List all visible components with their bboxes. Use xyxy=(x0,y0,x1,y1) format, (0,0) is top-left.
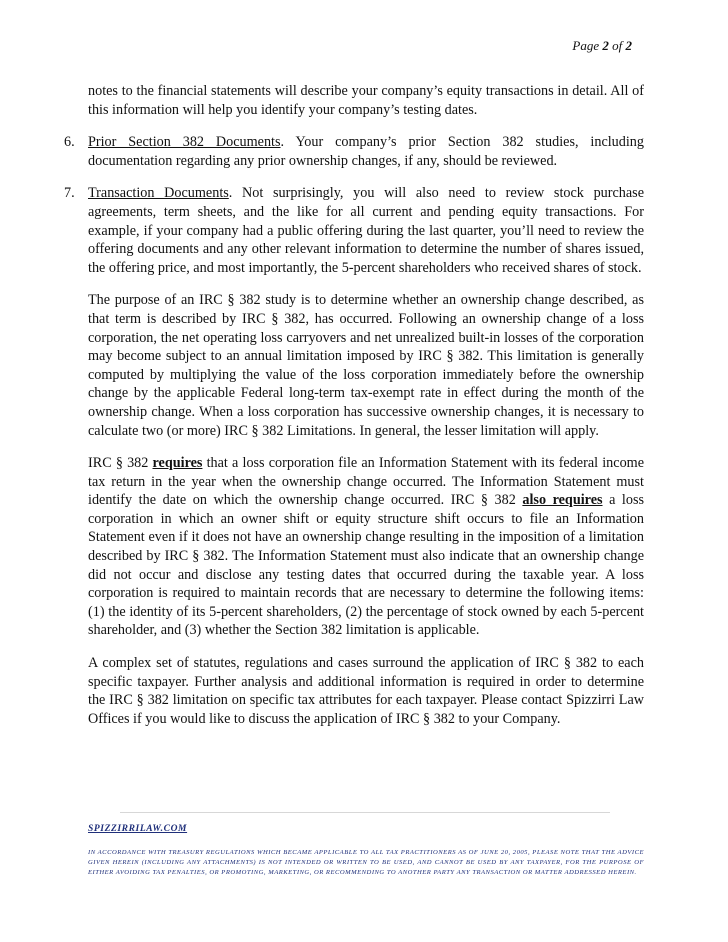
document-body xyxy=(64,82,644,742)
requires-paragraph: IRC § 382 requires that a loss corporation file an Information Statement with its federal income tax return in the year when the ownership change occurred. The Information Statement must identify the date on which the ownership change occurred. IRC § 382 also requires a loss corporation in which an owner shift or equity structure shift occurs to file an Information Statement even if it does not have an ownership change resulting in the imposition of a limitation described by IRC § 382. The Information Statement must also indicate that an ownership change did not occur and disclose any testing dates that occurred during the taxable year. A loss corporation is required to maintain records that are necessary to determine the following items: (1) the identity of its 5-percent shareholders, (2) the percentage of stock owned by each 5-percent shareholder, and (3) whether the Section 382 limitation is applicable. xyxy=(88,455,644,639)
purpose-paragraph: The purpose of an IRC § 382 study is to determine whether an ownership change described, as that term is described by IRC § 382, has occurred. Following an ownership change of a loss corporation, the net operating loss carryovers and net unrealized built-in losses of the corporation may become subject to an annual limitation imposed by IRC § 382. This limitation is generally computed by multiplying the value of the loss corporation immediately before the ownership change by the applicable Federal long-term tax-exempt rate in effect during the month of the ownership change. When a loss corporation has successive ownership changes, it is necessary to calculate two (or more) IRC § 382 Limitations. In general, the lesser limitation will apply. xyxy=(88,292,644,439)
list-item-title: Transaction Documents xyxy=(88,185,229,202)
list-item-text: . Your company’s prior Section 382 studies, including documentation regarding any prior ownership changes, if any, should be reviewed. xyxy=(88,134,644,169)
list-item-transaction-documents xyxy=(64,184,644,277)
footer-divider xyxy=(120,812,610,813)
list-item-title: Prior Section 382 Documents xyxy=(88,134,281,151)
complex-paragraph: A complex set of statutes, regulations and cases surround the application of IRC § 382 to each specific taxpayer. Further analysis and additional information is required in order to determine the IRC § 382 limitation on specific tax attributes for each taxpayer. Please contact Spizzirri Law Offices if you would like to discuss the application of IRC § 382 to your Company. xyxy=(88,655,644,727)
footer-disclaimer: IN ACCORDANCE WITH TREASURY REGULATIONS WHICH BECAME APPLICABLE TO ALL TAX PRACTITIONERS AS OF JUNE 20, 2005, PLEASE NOTE THAT THE ADVICE GIVEN HEREIN (INCLUDING ANY ATTACHMENTS) IS NOT INTENDED OR WRITTEN TO BE USED, AND CANNOT BE USED BY ANY TAXPAYER, FOR THE PURPOSE OF EITHER AVOIDING TAX PENALTIES, OR PROMOTING, MARKETING, OR RECOMMENDING TO ANOTHER PARTY ANY TRANSACTION OR MATTER ADDRESSED HEREIN. xyxy=(88,849,644,877)
footer-site-link[interactable]: SPIZZIRRILAW.COM xyxy=(88,824,188,834)
intro-paragraph: notes to the financial statements will describe your company’s equity transactions in detail. All of this information will help you identify your company’s testing dates. xyxy=(88,83,644,118)
list-item-number: 6. xyxy=(64,134,75,151)
requires-emphasis: requires xyxy=(152,455,203,472)
list-item-prior-section-382 xyxy=(64,133,644,170)
list-item-number: 7. xyxy=(64,185,75,202)
page-number: Page 2 of 2 xyxy=(572,38,632,53)
also-requires-emphasis: also requires xyxy=(522,492,603,509)
list-item-text: . Not surprisingly, you will also need to review stock purchase agreements, term sheets, and the like for all current and pending equity transactions. For example, if your company had a public offering during the last quarter, you’ll need to review the offering documents and any other relevant information to determine the number of shares issued, the offering price, and most importantly, the 5-percent shareholders who received shares of stock. xyxy=(88,185,644,276)
